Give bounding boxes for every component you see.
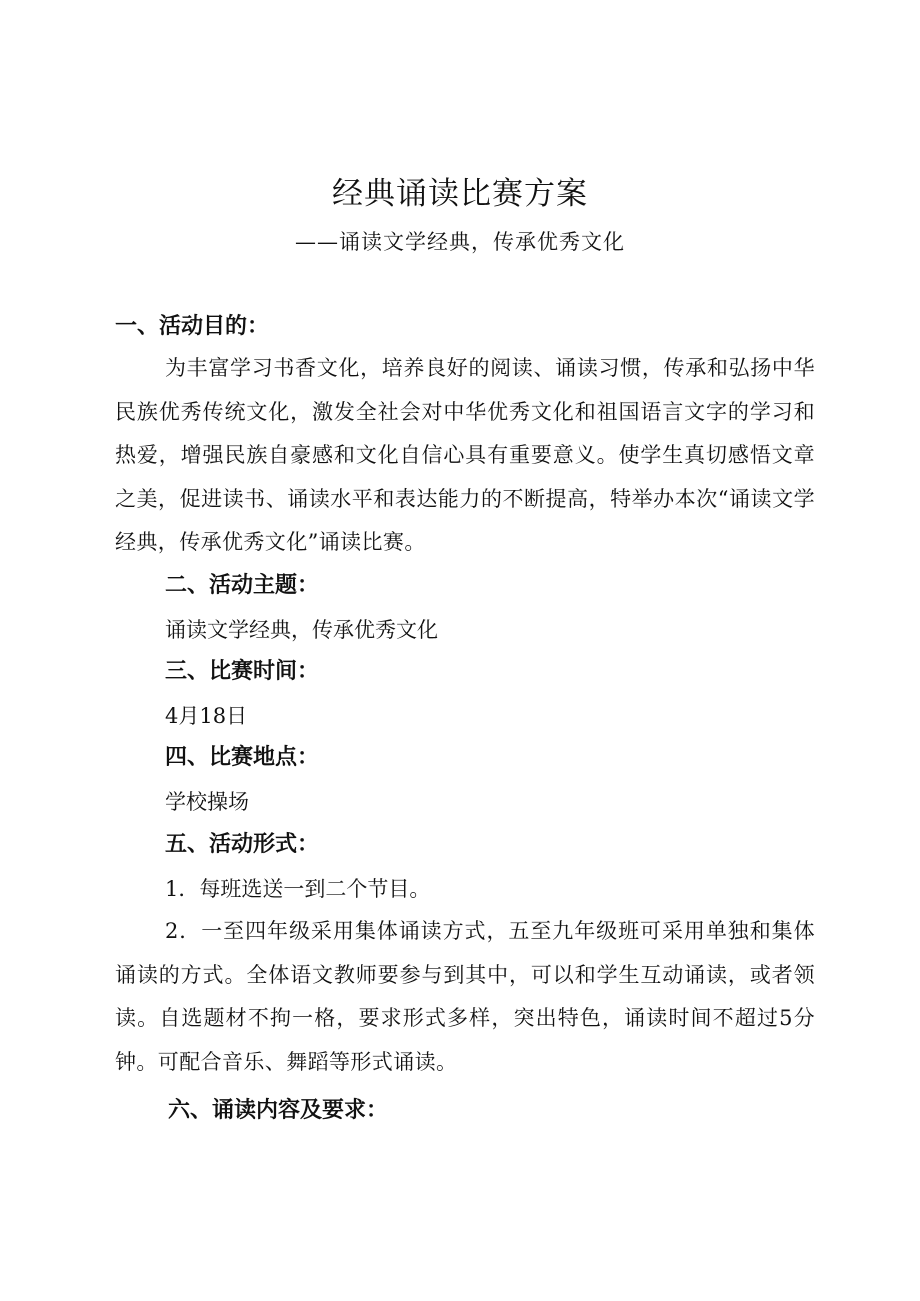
section-heading-venue: 四、比赛地点： (165, 745, 320, 770)
format-item-2: 2．一至四年级采用集体诵读方式，五至九年级班可采用单独和集体诵读的方式。全体语文教师要参与到其中，可以和学生互动诵读，或者领读。自选题材不拘一格，要求形式多样，突出特色，诵读时间不超过5分钟。可配合音乐、舞蹈等形式诵读。 (115, 919, 815, 1074)
section-heading-purpose: 一、活动目的： (115, 314, 270, 339)
section-heading-content: 六、诵读内容及要求： (168, 1098, 389, 1123)
document-title: 经典诵读比赛方案 (332, 176, 588, 212)
format-item-1: 1．每班选送一到二个节目。 (165, 877, 431, 901)
section-heading-format: 五、活动形式： (165, 832, 320, 857)
section-text-theme: 诵读文学经典，传承优秀文化 (165, 618, 438, 642)
section-text-venue: 学校操场 (165, 790, 249, 814)
document-subtitle: ——诵读文学经典，传承优秀文化 (295, 230, 625, 254)
section-paragraph-purpose: 为丰富学习书香文化，培养良好的阅读、诵读习惯，传承和弘扬中华民族优秀传统文化，激发全社会对中华优秀文化和祖国语言文字的学习和热爱，增强民族自豪感和文化自信心具有重要意义。使学生真切感悟文章之美，促进读书、诵读水平和表达能力的不断提高，特举办本次“诵读文学经典，传承优秀文化”诵读比赛。 (115, 356, 815, 554)
section-heading-theme: 二、活动主题： (165, 573, 320, 598)
section-text-time: 4月18日 (165, 704, 248, 728)
section-heading-time: 三、比赛时间： (165, 659, 320, 684)
